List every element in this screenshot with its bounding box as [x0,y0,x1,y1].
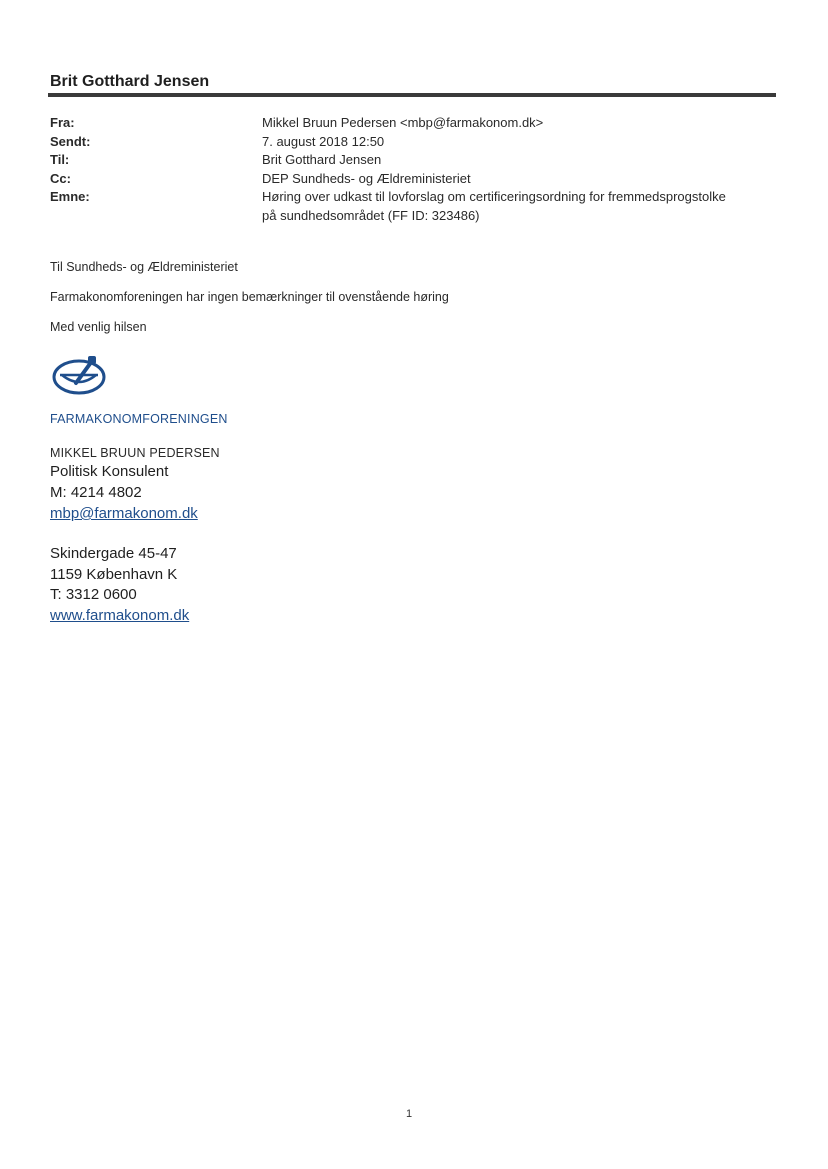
closing: Med venlig hilsen [50,320,147,334]
to-value: Brit Gotthard Jensen [262,152,382,167]
to-label: Til: [50,152,70,167]
city-address: 1159 København K [50,566,178,583]
signer-title: Politisk Konsulent [50,463,169,480]
cc-value: DEP Sundheds- og Ældreministeriet [262,170,471,186]
from-row [50,114,780,133]
subject-line-2: på sundhedsområdet (FF ID: 323486) [262,207,480,223]
to-row [50,151,780,170]
phone-number: T: 3312 0600 [50,586,137,603]
message-text: Farmakonomforeningen har ingen bemærkninger til ovenstående høring [50,290,449,304]
organization-name: FARMAKONOMFORENINGEN [50,412,228,426]
sender-header-name: Brit Gotthard Jensen [50,73,210,90]
website-link[interactable]: www.farmakonom.dk [50,607,190,624]
subject-row [50,188,780,225]
header-divider [48,93,776,97]
sent-row [50,133,780,152]
sent-value: 7. august 2018 12:50 [262,133,385,149]
from-label: Fra: [50,115,75,130]
sent-label: Sendt: [50,133,91,149]
subject-value [262,188,780,225]
email-link[interactable]: mbp@farmakonom.dk [50,505,198,522]
page-number: 1 [406,1108,413,1120]
from-value: Mikkel Bruun Pedersen <mbp@farmakonom.dk> [262,115,544,130]
mortar-pestle-logo-icon [50,353,108,395]
street-address: Skindergade 45-47 [50,545,177,562]
cc-label: Cc: [50,170,71,186]
subject-label: Emne: [50,189,90,204]
cc-row [50,170,780,189]
signer-name: MIKKEL BRUUN PEDERSEN [50,446,220,460]
greeting: Til Sundheds- og Ældreministeriet [50,260,238,274]
mobile-number: M: 4214 4802 [50,484,142,501]
email-metadata [50,114,780,225]
subject-line-1: Høring over udkast til lovforslag om certificeringsordning for fremmedsprogstolke [262,189,726,204]
